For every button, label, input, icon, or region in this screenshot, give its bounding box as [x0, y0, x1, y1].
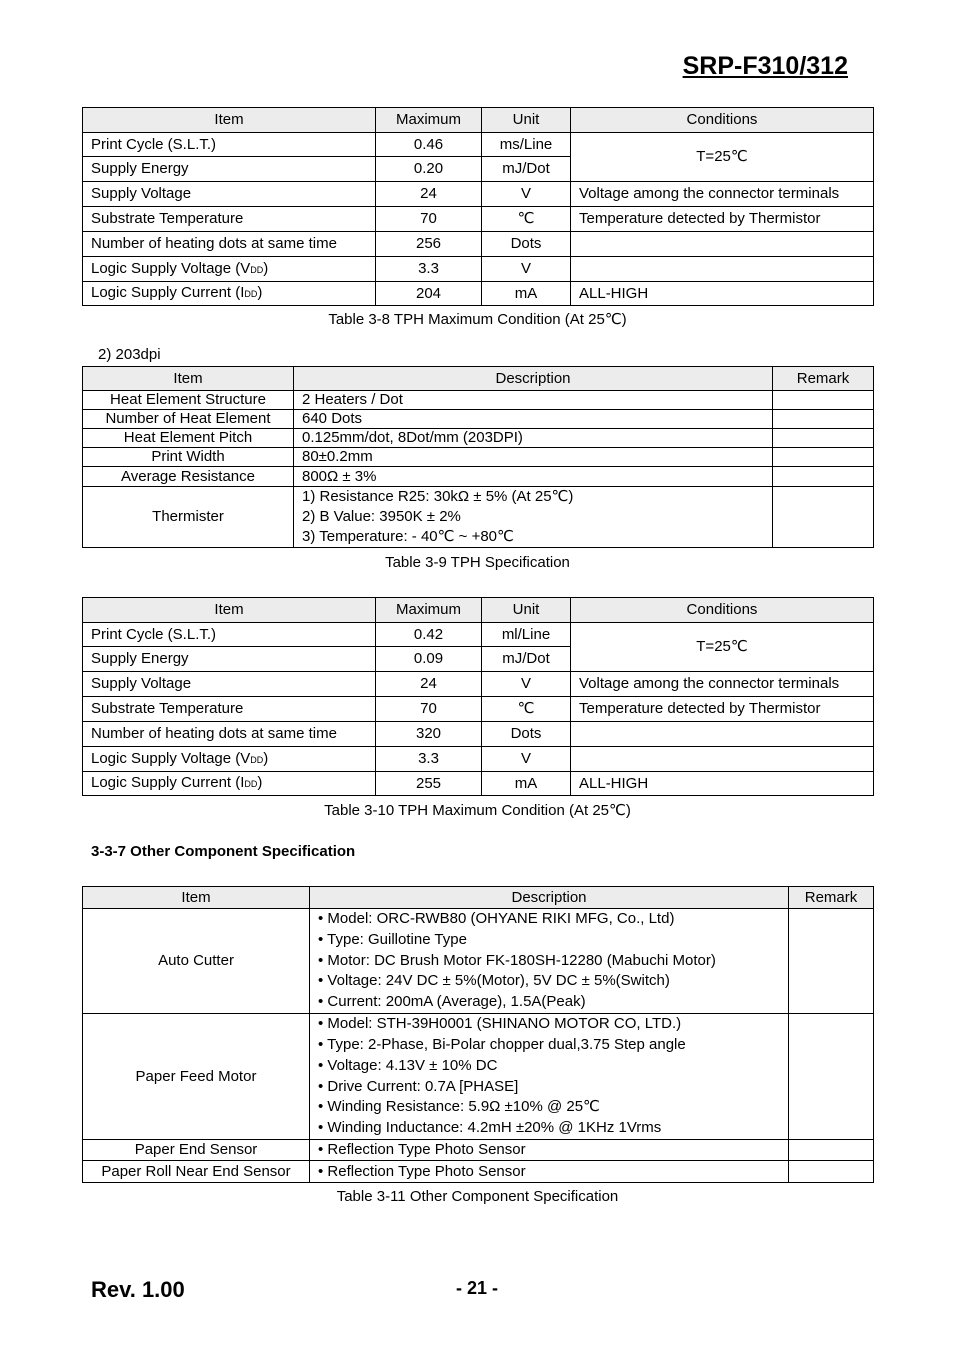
cell-description: 2 Heaters / Dot [294, 391, 773, 410]
cell-remark [789, 1140, 874, 1161]
cell-unit: V [482, 672, 571, 697]
table-row [83, 1014, 874, 1140]
cell-description: 0.125mm/dot, 8Dot/mm (203DPI) [294, 429, 773, 448]
table-row [83, 391, 874, 410]
table-tph-specification [82, 366, 874, 548]
header-unit: Unit [482, 108, 571, 133]
table-row [83, 697, 874, 722]
table-tph-max-condition-1 [82, 107, 874, 306]
cell-remark [789, 1161, 874, 1183]
table-row [83, 207, 874, 232]
cell-item: Heat Element Pitch [83, 429, 294, 448]
cell-item: Supply Energy [83, 157, 376, 182]
cell-item: Average Resistance [83, 467, 294, 487]
cell-remark [773, 448, 874, 467]
header-item: Item [83, 598, 376, 623]
cell-item: Supply Voltage [83, 182, 376, 207]
table-row [83, 448, 874, 467]
cell-remark [773, 410, 874, 429]
cell-description: • Reflection Type Photo Sensor [310, 1140, 789, 1161]
header-item: Item [83, 367, 294, 391]
cell-maximum: 24 [376, 672, 482, 697]
cell-maximum: 204 [376, 282, 482, 306]
cell-item: Logic Supply Voltage (VDD) [83, 747, 376, 772]
cell-remark [773, 487, 874, 548]
cell-item: Print Cycle (S.L.T.) [83, 623, 376, 647]
cell-item: Paper Feed Motor [83, 1014, 310, 1140]
cell-description: • Model: ORC-RWB80 (OHYANE RIKI MFG, Co., Ltd) • Type: Guillotine Type • Motor: DC Brush Motor FK-180SH-12280 (Mabuchi Motor) • Voltage: 24V DC ± 5%(Motor), 5V DC ± 5%(Switch) • Current: 200mA (Average), 1.5A(Peak) [310, 909, 789, 1014]
cell-item: Logic Supply Voltage (VDD) [83, 257, 376, 282]
table-row [83, 133, 874, 157]
cell-item: Number of Heat Element [83, 410, 294, 429]
table-tph-max-condition-2 [82, 597, 874, 796]
cell-item: Paper Roll Near End Sensor [83, 1161, 310, 1183]
table-row [83, 232, 874, 257]
header-description: Description [310, 887, 789, 909]
cell-maximum: 70 [376, 697, 482, 722]
cell-description: 80±0.2mm [294, 448, 773, 467]
cell-remark [773, 429, 874, 448]
cell-item: Thermister [83, 487, 294, 548]
cell-maximum: 70 [376, 207, 482, 232]
cell-conditions [571, 747, 874, 772]
table-caption: Table 3-8 TPH Maximum Condition (At 25℃) [328, 311, 627, 328]
header-conditions: Conditions [571, 598, 874, 623]
cell-conditions [571, 722, 874, 747]
table-other-components [82, 886, 874, 1183]
header-description: Description [294, 367, 773, 391]
table-row [83, 282, 874, 306]
header-conditions: Conditions [571, 108, 874, 133]
revision-label: Rev. 1.00 [91, 1277, 185, 1302]
table-caption: Table 3-10 TPH Maximum Condition (At 25℃) [324, 802, 631, 819]
cell-conditions: Temperature detected by Thermistor [571, 207, 874, 232]
cell-unit: mJ/Dot [482, 647, 571, 672]
cell-description: 640 Dots [294, 410, 773, 429]
cell-item: Print Cycle (S.L.T.) [83, 133, 376, 157]
subsection-label: 2) 203dpi [98, 346, 161, 363]
cell-conditions: Voltage among the connector terminals [571, 672, 874, 697]
section-heading: 3-3-7 Other Component Specification [91, 843, 356, 860]
cell-item: Print Width [83, 448, 294, 467]
cell-description: 800Ω ± 3% [294, 467, 773, 487]
cell-remark [789, 1014, 874, 1140]
table-row [83, 1161, 874, 1183]
cell-unit: mA [482, 772, 571, 796]
cell-unit: Dots [482, 722, 571, 747]
header-item: Item [83, 108, 376, 133]
cell-maximum: 3.3 [376, 747, 482, 772]
table-row [83, 722, 874, 747]
header-remark: Remark [789, 887, 874, 909]
table-row [83, 467, 874, 487]
cell-conditions: Voltage among the connector terminals [571, 182, 874, 207]
cell-description: • Model: STH-39H0001 (SHINANO MOTOR CO, LTD.) • Type: 2-Phase, Bi-Polar chopper dual,3.75 Step angle • Voltage: 4.13V ± 10% DC • Drive Current: 0.7A [PHASE] • Winding Resistance: 5.9Ω ±10% @ 25℃ • Winding Inductance: 4.2mH ±20% @ 1KHz 1Vrms [310, 1014, 789, 1140]
header-maximum: Maximum [376, 108, 482, 133]
header-item: Item [83, 887, 310, 909]
cell-description: 1) Resistance R25: 30kΩ ± 5% (At 25℃) 2) B Value: 3950K ± 2% 3) Temperature: - 40℃ ~ +80℃ [294, 487, 773, 548]
cell-item: Paper End Sensor [83, 1140, 310, 1161]
table-caption: Table 3-9 TPH Specification [385, 554, 570, 571]
cell-unit: V [482, 182, 571, 207]
table-row [83, 623, 874, 647]
cell-item: Substrate Temperature [83, 697, 376, 722]
cell-unit: mA [482, 282, 571, 306]
cell-item: Number of heating dots at same time [83, 722, 376, 747]
table-row [83, 182, 874, 207]
cell-item: Logic Supply Current (IDD) [83, 282, 376, 306]
table-caption: Table 3-11 Other Component Specification [336, 1188, 619, 1205]
cell-maximum: 0.09 [376, 647, 482, 672]
table-row [83, 429, 874, 448]
document-title: SRP-F310/312 [682, 52, 848, 80]
cell-conditions-merged: T=25℃ [571, 623, 874, 672]
cell-unit: V [482, 257, 571, 282]
table-row [83, 772, 874, 796]
table-row [83, 410, 874, 429]
cell-unit: ml/Line [482, 623, 571, 647]
cell-unit: V [482, 747, 571, 772]
cell-remark [773, 467, 874, 487]
table-row [83, 672, 874, 697]
cell-item: Number of heating dots at same time [83, 232, 376, 257]
cell-unit: mJ/Dot [482, 157, 571, 182]
page-number: - 21 - [455, 1278, 498, 1298]
cell-conditions: ALL-HIGH [571, 282, 874, 306]
header-unit: Unit [482, 598, 571, 623]
table-row [83, 487, 874, 548]
cell-maximum: 0.20 [376, 157, 482, 182]
cell-conditions: ALL-HIGH [571, 772, 874, 796]
header-maximum: Maximum [376, 598, 482, 623]
cell-description: • Reflection Type Photo Sensor [310, 1161, 789, 1183]
cell-unit: ms/Line [482, 133, 571, 157]
cell-maximum: 255 [376, 772, 482, 796]
cell-conditions: Temperature detected by Thermistor [571, 697, 874, 722]
cell-item: Logic Supply Current (IDD) [83, 772, 376, 796]
cell-maximum: 24 [376, 182, 482, 207]
cell-unit: Dots [482, 232, 571, 257]
cell-item: Auto Cutter [83, 909, 310, 1014]
cell-maximum: 256 [376, 232, 482, 257]
cell-item: Supply Energy [83, 647, 376, 672]
table-row [83, 1140, 874, 1161]
cell-unit: ℃ [482, 697, 571, 722]
header-remark: Remark [773, 367, 874, 391]
cell-conditions-merged: T=25℃ [571, 133, 874, 182]
cell-maximum: 0.46 [376, 133, 482, 157]
cell-item: Heat Element Structure [83, 391, 294, 410]
cell-unit: ℃ [482, 207, 571, 232]
table-row [83, 257, 874, 282]
cell-conditions [571, 257, 874, 282]
table-row [83, 747, 874, 772]
cell-maximum: 3.3 [376, 257, 482, 282]
cell-item: Substrate Temperature [83, 207, 376, 232]
cell-maximum: 0.42 [376, 623, 482, 647]
cell-item: Supply Voltage [83, 672, 376, 697]
table-row [83, 909, 874, 1014]
cell-remark [773, 391, 874, 410]
cell-conditions [571, 232, 874, 257]
cell-maximum: 320 [376, 722, 482, 747]
cell-remark [789, 909, 874, 1014]
